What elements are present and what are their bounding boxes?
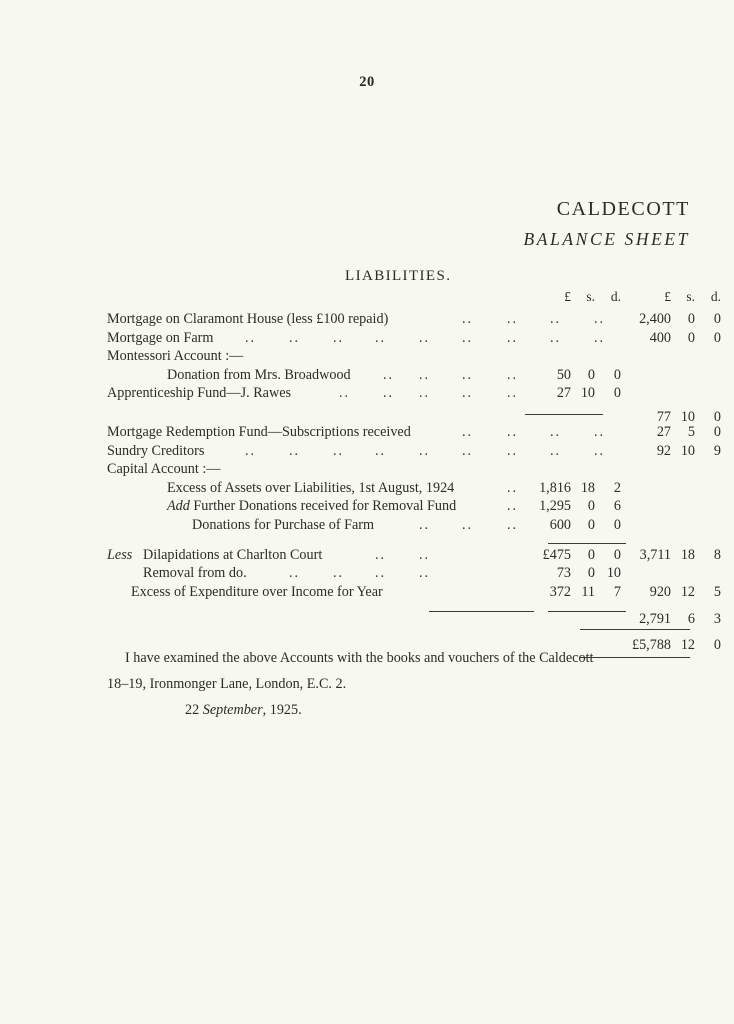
dot-leader: .. xyxy=(507,479,519,496)
entry-label: Sundry Creditors xyxy=(107,442,205,459)
amount-pounds: 920 xyxy=(649,583,671,600)
entry-row-removal-from-do xyxy=(107,566,693,585)
header-inner-pence: d. xyxy=(610,289,621,304)
entry-row-apprenticeship-fund xyxy=(107,386,693,405)
entry-label-prefix xyxy=(167,499,456,513)
amount-pence: 0 xyxy=(713,311,721,327)
document-title: BALANCE SHEET xyxy=(523,229,690,249)
entry-label: Further Donations received for Removal Fund xyxy=(193,498,457,515)
entry-row-capital-heading xyxy=(107,462,693,481)
amount-pence: 0 xyxy=(613,366,621,383)
dot-leader: .. xyxy=(507,498,519,515)
amount-shillings: 0 xyxy=(687,311,695,327)
entry-row-farm-donations xyxy=(107,518,693,537)
amount-shillings: 5 xyxy=(687,423,695,440)
entry-row-dilapidations xyxy=(107,546,721,567)
entry-label: Mortgage on Farm xyxy=(107,329,214,346)
dot-leader: .. xyxy=(550,329,562,346)
entry-label: Dilapidations at Charlton Court xyxy=(143,546,323,563)
entry-row-montessori-donation xyxy=(107,368,693,387)
entry-row-excess-assets xyxy=(107,481,693,500)
dot-leader: .. xyxy=(550,423,562,440)
amount-pounds: 3,711 xyxy=(639,546,671,563)
header-outer-pence: d. xyxy=(710,289,721,304)
amount-pounds: 27 xyxy=(556,385,571,402)
amount-shillings: 10 xyxy=(680,408,695,425)
entry-label: Montessori Account :— xyxy=(107,348,244,365)
amount-pounds: 92 xyxy=(656,442,671,459)
amount-pence: 9 xyxy=(713,442,721,459)
amount-pounds: 1,295 xyxy=(539,498,571,515)
amount-pounds: 50 xyxy=(556,366,571,383)
entry-row-excess-expenditure xyxy=(107,583,721,604)
grand-total-pounds: £5,788 xyxy=(631,637,671,654)
dot-leader: .. xyxy=(594,311,606,327)
amount-pence: 0 xyxy=(613,385,621,402)
dot-leader: .. xyxy=(507,442,519,459)
capital-subtotal-rule-row xyxy=(107,537,693,548)
audit-statement xyxy=(107,645,687,723)
dot-leader: .. xyxy=(507,423,519,440)
dot-leader: .. xyxy=(419,385,431,402)
amount-pounds: 600 xyxy=(549,516,571,533)
dot-leader: .. xyxy=(550,442,562,459)
amount-pounds: 1,816 xyxy=(539,479,571,496)
header-inner-shillings: s. xyxy=(586,289,595,304)
dot-leader: .. xyxy=(289,565,301,582)
entry-label: Mortgage on Claramont House (less £100 repaid) xyxy=(107,311,389,327)
amount-pence: 8 xyxy=(713,546,721,563)
dot-leader: .. xyxy=(245,329,257,346)
amount-shillings: 12 xyxy=(680,583,695,600)
amount-pounds: 73 xyxy=(556,565,571,582)
amount-pence: 0 xyxy=(713,329,721,346)
grand-total-pence: 0 xyxy=(713,637,721,654)
entry-label: Capital Account :— xyxy=(107,461,221,478)
liabilities-ledger xyxy=(107,289,721,655)
date-year: , 1925. xyxy=(262,702,302,718)
amount-shillings: 0 xyxy=(687,329,695,346)
amount-shillings: 0 xyxy=(587,366,595,383)
header-outer-shillings: s. xyxy=(686,289,695,304)
dot-leader: .. xyxy=(507,311,519,327)
entry-label: Removal from do. xyxy=(143,565,247,582)
dot-leader: .. xyxy=(419,366,431,383)
dot-leader: .. xyxy=(419,516,431,533)
dot-leader: .. xyxy=(333,329,345,346)
dot-leader: .. xyxy=(462,329,474,346)
amount-shillings: 0 xyxy=(587,546,595,563)
subtotal-rule xyxy=(525,414,603,415)
dot-leader: .. xyxy=(462,516,474,533)
entry-row-mortgage-redemption xyxy=(107,423,721,444)
net-capital-row xyxy=(107,603,721,628)
inner-column-close-rule xyxy=(429,611,534,612)
dot-leader: .. xyxy=(375,442,387,459)
amount-pence: 5 xyxy=(713,583,721,600)
page-number: 20 xyxy=(359,74,375,90)
dot-leader: .. xyxy=(333,565,345,582)
date-month: September xyxy=(202,702,263,718)
date-day: 22 xyxy=(185,702,200,718)
grand-total-shillings: 12 xyxy=(680,637,695,654)
dot-leader: .. xyxy=(507,516,519,533)
amount-shillings: 11 xyxy=(581,583,595,600)
dot-leader: .. xyxy=(245,442,257,459)
entry-label: Apprenticeship Fund—J. Rawes xyxy=(107,385,292,402)
amount-pence: 6 xyxy=(613,498,621,515)
entry-row-mortgage-claramont xyxy=(107,311,721,331)
subtotal-row-montessori xyxy=(107,405,721,425)
entry-label: Donation from Mrs. Broadwood xyxy=(167,366,351,383)
dot-leader: .. xyxy=(419,442,431,459)
dot-leader: .. xyxy=(375,329,387,346)
amount-pence: 0 xyxy=(713,423,721,440)
dot-leader: .. xyxy=(594,423,606,440)
amount-shillings: 6 xyxy=(687,611,695,628)
dot-leader: .. xyxy=(289,329,301,346)
amount-pence: 2 xyxy=(613,479,621,496)
amount-shillings: 0 xyxy=(587,565,595,582)
amount-pence: 3 xyxy=(713,611,721,628)
grand-total-rule-top xyxy=(580,629,690,630)
amount-shillings: 10 xyxy=(680,442,695,459)
dot-leader: .. xyxy=(507,385,519,402)
amount-pence: 0 xyxy=(613,516,621,533)
amount-pounds: 27 xyxy=(656,423,671,440)
entry-label: Excess of Assets over Liabilities, 1st August, 1924 xyxy=(167,479,455,496)
entry-row-montessori-heading xyxy=(107,349,693,368)
entry-label: Excess of Expenditure over Income for Year xyxy=(131,583,383,600)
amount-pence: 7 xyxy=(613,583,621,600)
amount-pounds: 2,400 xyxy=(639,311,671,327)
dot-leader: .. xyxy=(339,385,351,402)
dot-leader: .. xyxy=(419,546,431,563)
dot-leader: .. xyxy=(462,385,474,402)
amount-pence: 0 xyxy=(613,546,621,563)
dot-leader: .. xyxy=(507,329,519,346)
dot-leader: .. xyxy=(594,442,606,459)
header-outer-pound: £ xyxy=(664,289,671,304)
prefix-less: Less xyxy=(107,546,133,563)
dot-leader: .. xyxy=(462,366,474,383)
statement-line-2: 18–19, Ironmonger Lane, London, E.C. 2. xyxy=(107,676,347,692)
dot-leader: .. xyxy=(333,442,345,459)
amount-pence: 0 xyxy=(713,408,721,425)
section-heading-liabilities: LIABILITIES. xyxy=(345,268,452,284)
dot-leader: .. xyxy=(419,565,431,582)
entry-label: Donations for Purchase of Farm xyxy=(192,516,375,533)
dot-leader: .. xyxy=(462,423,474,440)
dot-leader: .. xyxy=(594,329,606,346)
amount-shillings: 0 xyxy=(587,516,595,533)
statement-line-1: I have examined the above Accounts with the books and vouchers of the Caldecott xyxy=(125,650,594,666)
organisation-title: CALDECOTT xyxy=(556,198,690,220)
dot-leader: .. xyxy=(375,565,387,582)
header-inner-pound: £ xyxy=(564,289,571,304)
entry-row-further-donations xyxy=(107,499,693,518)
column-header-row xyxy=(107,289,721,312)
dot-leader: .. xyxy=(550,311,562,327)
entry-row-sundry-creditors xyxy=(107,442,721,463)
entry-label: Mortgage Redemption Fund—Subscriptions received xyxy=(107,423,411,440)
amount-pounds: 2,791 xyxy=(639,611,671,628)
dot-leader: .. xyxy=(289,442,301,459)
amount-pence: 10 xyxy=(606,565,621,582)
title-block xyxy=(0,197,690,250)
entry-row-mortgage-farm xyxy=(107,329,721,350)
amount-pounds: 372 xyxy=(549,583,571,600)
dot-leader: .. xyxy=(462,442,474,459)
amount-pounds: 77 xyxy=(656,408,671,425)
dot-leader: .. xyxy=(507,366,519,383)
dot-leader: .. xyxy=(375,546,387,563)
dot-leader: .. xyxy=(419,329,431,346)
dot-leader: .. xyxy=(462,311,474,327)
prefix-add: Add xyxy=(167,498,190,515)
amount-shillings: 10 xyxy=(580,385,595,402)
amount-shillings: 18 xyxy=(580,479,595,496)
amount-pounds: £475 xyxy=(542,546,571,563)
amount-shillings: 0 xyxy=(587,498,595,515)
dot-leader: .. xyxy=(383,385,395,402)
capital-subtotal-rule xyxy=(548,543,626,544)
statement-date xyxy=(107,697,687,723)
amount-pounds: 400 xyxy=(649,329,671,346)
amount-shillings: 18 xyxy=(680,546,695,563)
dot-leader: .. xyxy=(383,366,395,383)
